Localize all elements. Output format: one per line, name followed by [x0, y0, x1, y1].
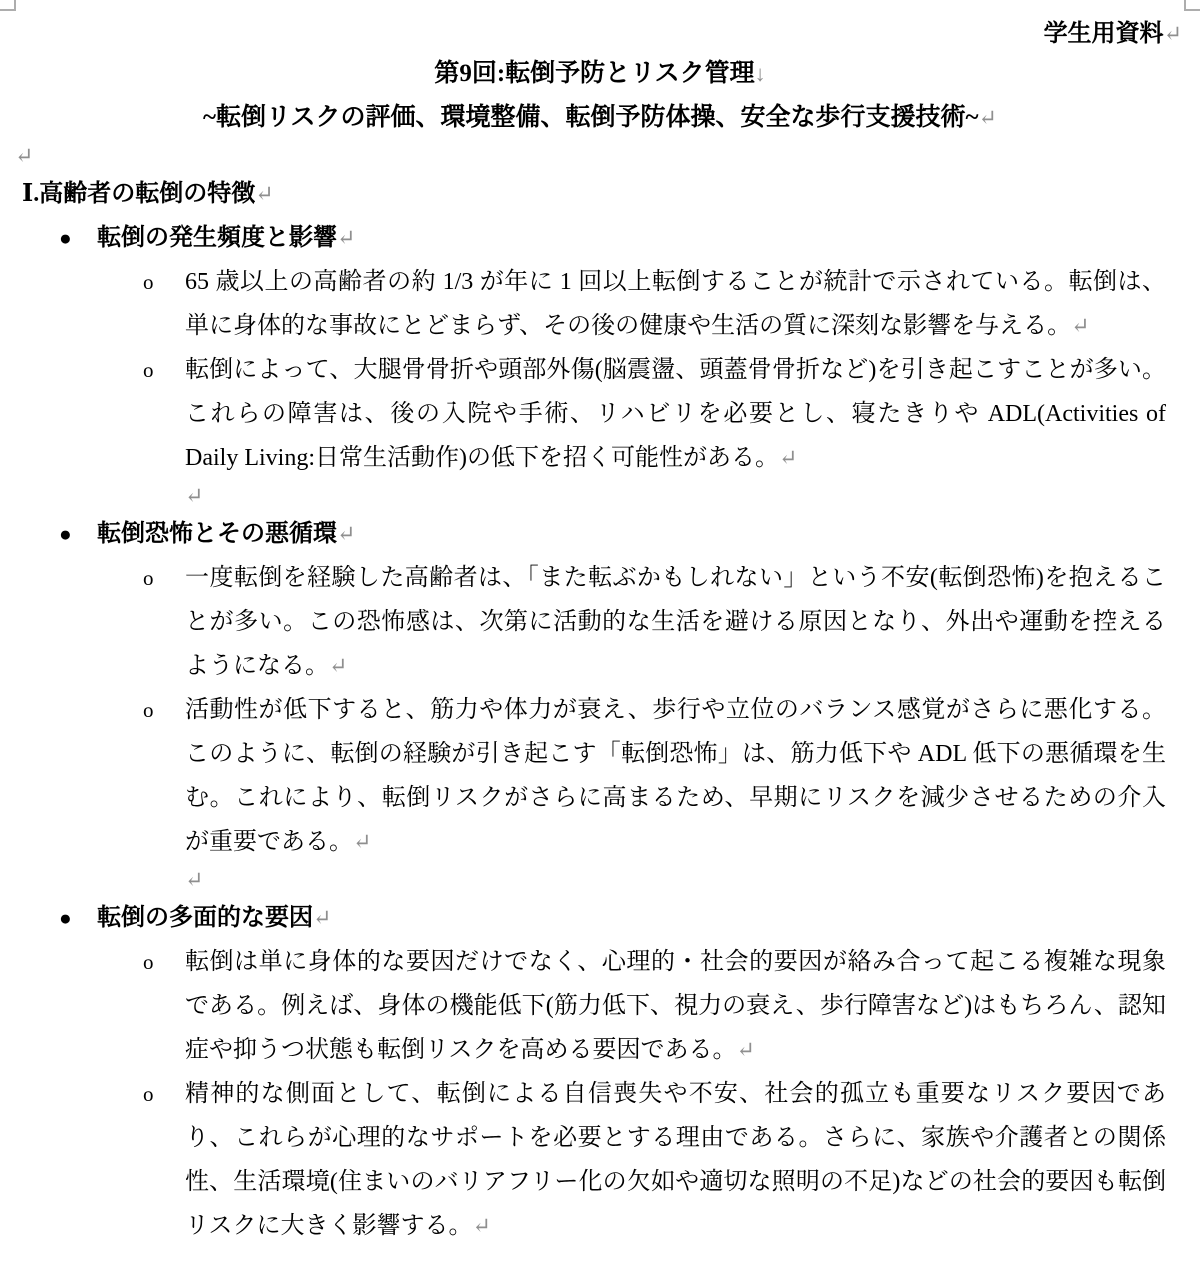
sub-list-item — [0, 1072, 1200, 1248]
sub-item-body: 精神的な側面として、転倒による自信喪失や不安、社会的孤立も重要なリスク要因であり、これらが心理的なサポートを必要とする理由である。さらに、家族や介護者との関係性、生活環境(住まいのバリアフリー化の欠如や適切な照明の不足)などの社会的要因も転倒リスクに大きく影響する。 — [185, 1081, 1166, 1239]
sub-item-body: 転倒は単に身体的な要因だけでなく、心理的・社会的要因が絡み合って起こる複雑な現象である。例えば、身体の機能低下(筋力低下、視力の衰え、歩行障害など)はもちろん、認知症や抑うつ状態も転倒リスクを高める要因である。 — [185, 949, 1166, 1063]
section-heading — [0, 172, 1200, 216]
sub-item-body: 転倒によって、大腿骨骨折や頭部外傷(脳震盪、頭蓋骨骨折など)を引き起こすことが多い。これらの障害は、後の入院や手術、リハビリを必要とし、寝たきりや ADL(Activities of Daily Living:日常生活動作)の低下を招く可能性がある。 — [185, 357, 1166, 471]
sub-item-text — [185, 556, 1166, 688]
paragraph-mark: ↵ — [337, 225, 356, 250]
sub-item-body: 65 歳以上の高齢者の約 1/3 が年に 1 回以上転倒することが統計で示されている。転倒は、単に身体的な事故にとどまらず、その後の健康や生活の質に深刻な影響を与える。 — [185, 269, 1166, 339]
empty-paragraph — [0, 140, 1200, 172]
empty-paragraph — [0, 480, 1200, 512]
doc-subtitle — [0, 96, 1200, 140]
bullet-label: 転倒の発生頻度と影響 — [97, 225, 337, 251]
sub-list-item — [0, 940, 1200, 1072]
paragraph-mark: ↵ — [337, 521, 356, 546]
disc-bullet-marker: ● — [59, 226, 72, 250]
disc-bullet-marker: ● — [59, 906, 72, 930]
sub-item-body: 一度転倒を経験した高齢者は、「また転ぶかもしれない」という不安(転倒恐怖)を抱えることが多い。この恐怖感は、次第に活動的な生活を避ける原因となり、外出や運動を控えるようになる。 — [185, 565, 1166, 679]
sub-item-text — [185, 688, 1166, 864]
sub-item-text — [185, 940, 1166, 1072]
header-label: 学生用資料 — [1043, 21, 1164, 47]
paragraph-mark: ↵ — [255, 181, 274, 206]
paragraph-mark: ↵ — [185, 483, 204, 508]
circle-bullet-marker: o — [143, 566, 154, 590]
section-heading-text: Ⅰ.高齢者の転倒の特徴 — [22, 181, 256, 207]
paragraph-mark: ↵ — [15, 143, 34, 168]
sub-list-item — [0, 260, 1200, 348]
paragraph-mark: ↵ — [1163, 21, 1182, 46]
circle-bullet-marker: o — [143, 698, 154, 722]
paragraph-mark: ↵ — [1071, 313, 1090, 338]
disc-bullet-marker: ● — [59, 522, 72, 546]
sub-list-item — [0, 348, 1200, 480]
circle-bullet-marker: o — [143, 1082, 154, 1106]
sub-list-item — [0, 556, 1200, 688]
paragraph-mark: ↵ — [978, 105, 997, 130]
doc-subtitle-text: ~転倒リスクの評価、環境整備、転倒予防体操、安全な歩行支援技術~ — [203, 104, 979, 131]
doc-title-text: 第9回:転倒予防とリスク管理 — [434, 60, 755, 87]
paragraph-mark: ↵ — [353, 829, 372, 854]
bullet-item — [0, 896, 1200, 940]
paragraph-mark: ↵ — [313, 905, 332, 930]
sub-list-item — [0, 688, 1200, 864]
bullet-item — [0, 512, 1200, 556]
sub-item-text — [185, 260, 1166, 348]
sub-item-body: 活動性が低下すると、筋力や体力が衰え、歩行や立位のバランス感覚がさらに悪化する。このように、転倒の経験が引き起こす「転倒恐怖」は、筋力低下や ADL 低下の悪循環を生む。これにより、転倒リスクがさらに高まるため、早期にリスクを減少させるための介入が重要である。 — [185, 697, 1166, 855]
paragraph-mark: ↵ — [185, 867, 204, 892]
text-boundary-corner-top-left — [0, 0, 16, 11]
line-break-mark: ↓ — [754, 61, 766, 86]
header-row — [0, 0, 1200, 52]
paragraph-mark: ↵ — [329, 653, 348, 678]
circle-bullet-marker: o — [143, 358, 154, 382]
text-boundary-corner-top-right — [1184, 0, 1200, 11]
circle-bullet-marker: o — [143, 270, 154, 294]
doc-title — [0, 52, 1200, 96]
paragraph-mark: ↵ — [736, 1037, 755, 1062]
circle-bullet-marker: o — [143, 950, 154, 974]
sub-item-text — [185, 348, 1166, 480]
paragraph-mark: ↵ — [472, 1213, 491, 1238]
empty-paragraph — [0, 864, 1200, 896]
bullet-item — [0, 216, 1200, 260]
bullet-label: 転倒の多面的な要因 — [97, 905, 313, 931]
paragraph-mark: ↵ — [778, 445, 798, 470]
bullet-label: 転倒恐怖とその悪循環 — [97, 521, 337, 547]
sub-item-text — [185, 1072, 1166, 1248]
